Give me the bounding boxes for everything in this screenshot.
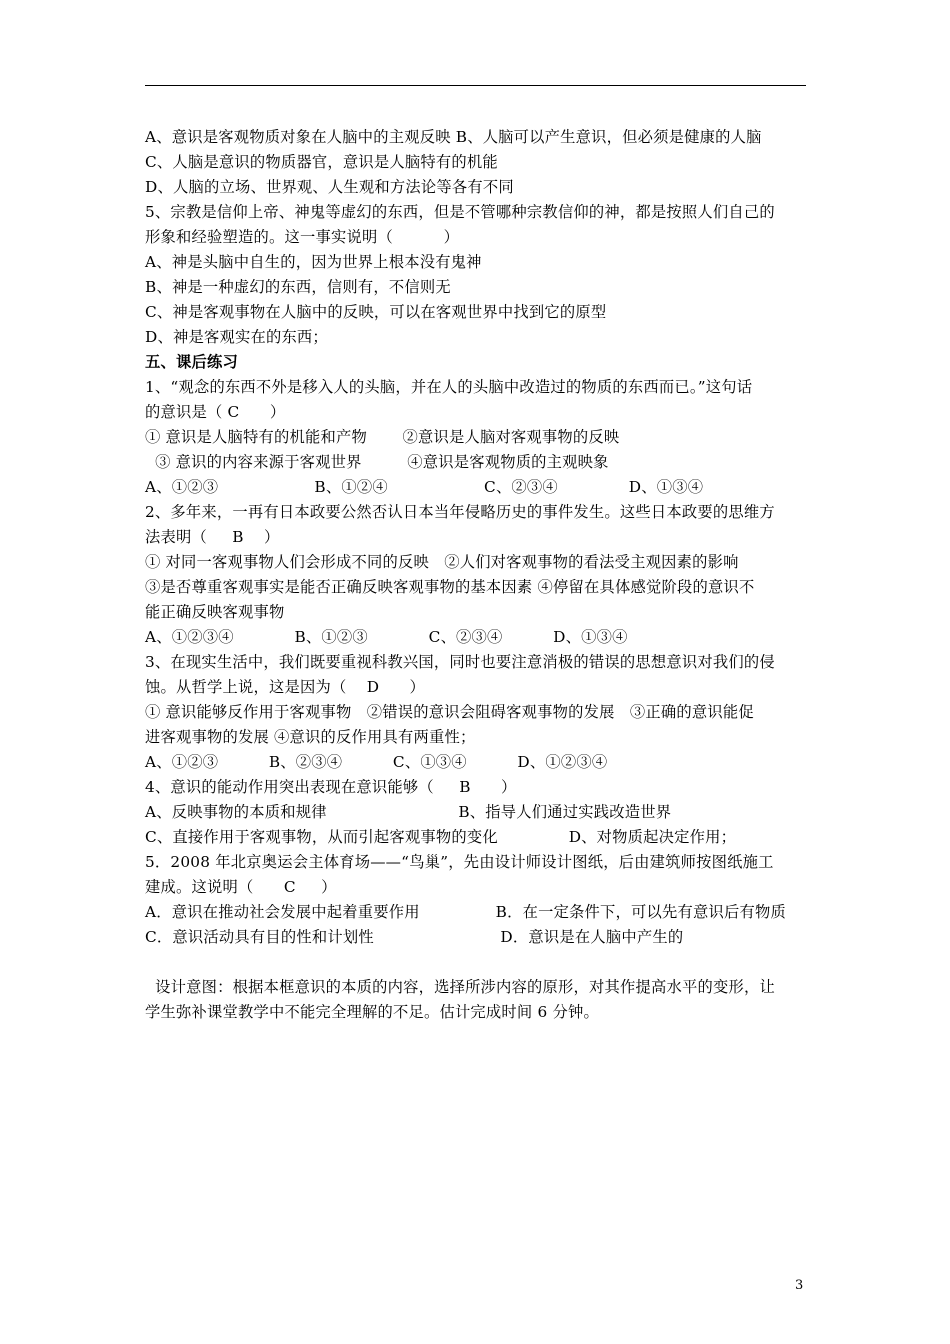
- text-line: 学生弥补课堂教学中不能完全理解的不足。估计完成时间 6 分钟。: [145, 1003, 599, 1021]
- text-line: A、①②③④ B、①②③ C、②③④ D、①③④: [145, 628, 628, 646]
- text-line: 形象和经验塑造的。这一事实说明（ ）: [145, 228, 460, 246]
- text-line: 进客观事物的发展 ④意识的反作用具有两重性；: [145, 728, 476, 746]
- text-line: C、直接作用于客观事物，从而引起客观事物的变化 D、对物质起决定作用；: [145, 828, 737, 846]
- text-line: 法表明（ B ）: [145, 528, 280, 546]
- text-line: 设计意图：根据本框意识的本质的内容，选择所涉内容的原形，对其作提高水平的变形，让: [145, 978, 776, 996]
- page-number: 3: [795, 1278, 804, 1293]
- text-line: C、神是客观事物在人脑中的反映，可以在客观世界中找到它的原型: [145, 303, 607, 321]
- text-line: 建成。这说明（ C ）: [145, 878, 337, 896]
- section-heading: 五、课后练习: [145, 353, 238, 371]
- text-line: A、神是头脑中自生的，因为世界上根本没有鬼神: [145, 253, 482, 271]
- text-line: 的意识是（ C ）: [145, 403, 286, 421]
- text-line: D、人脑的立场、世界观、人生观和方法论等各有不同: [145, 178, 514, 196]
- text-line: A、①②③ B、②③④ C、①③④ D、①②③④: [145, 753, 608, 771]
- text-line: 2、多年来，一再有日本政要公然否认日本当年侵略历史的事件发生。这些日本政要的思维方: [145, 503, 775, 521]
- text-line: A、反映事物的本质和规律 B、指导人们通过实践改造世界: [145, 803, 672, 821]
- text-line: C．意识活动具有目的性和计划性 D．意识是在人脑中产生的: [145, 928, 684, 946]
- text-line: ① 对同一客观事物人们会形成不同的反映 ②人们对客观事物的看法受主观因素的影响: [145, 553, 739, 571]
- text-line: ① 意识是人脑特有的机能和产物 ②意识是人脑对客观事物的反映: [145, 428, 620, 446]
- text-line: 3、在现实生活中，我们既要重视科教兴国，同时也要注意消极的错误的思想意识对我们的侵: [145, 653, 775, 671]
- text-line: A．意识在推动社会发展中起着重要作用 B．在一定条件下，可以先有意识后有物质: [145, 903, 787, 921]
- text-line: A、①②③ B、①②④ C、②③④ D、①③④: [145, 478, 704, 496]
- header-rule: [145, 85, 806, 86]
- text-line: 5．2008 年北京奥运会主体育场——“鸟巢”，先由设计师设计图纸，后由建筑师按图纸施工: [145, 853, 774, 871]
- text-line: 5、宗教是信仰上帝、神鬼等虚幻的东西，但是不管哪种宗教信仰的神，都是按照人们自己的: [145, 203, 775, 221]
- text-line: C、人脑是意识的物质器官，意识是人脑特有的机能: [145, 153, 498, 171]
- text-line: ① 意识能够反作用于客观事物 ②错误的意识会阻碍客观事物的发展 ③正确的意识能促: [145, 703, 754, 721]
- text-line: D、神是客观实在的东西；: [145, 328, 328, 346]
- text-line: A、意识是客观物质对象在人脑中的主观反映 B、人脑可以产生意识，但必须是健康的人脑: [145, 128, 762, 146]
- text-line: ③ 意识的内容来源于客观世界 ④意识是客观物质的主观映象: [145, 453, 609, 471]
- text-line: ③是否尊重客观事实是能否正确反映客观事物的基本因素 ④停留在具体感觉阶段的意识不: [145, 578, 755, 596]
- text-line: B、神是一种虚幻的东西，信则有，不信则无: [145, 278, 451, 296]
- text-line: 蚀。从哲学上说，这是因为（ D ）: [145, 678, 426, 696]
- text-line: 1、“观念的东西不外是移入人的头脑，并在人的头脑中改造过的物质的东西而已。”这句话: [145, 378, 753, 396]
- text-line: 能正确反映客观事物: [145, 603, 285, 621]
- text-line: 4、意识的能动作用突出表现在意识能够（ B ）: [145, 778, 517, 796]
